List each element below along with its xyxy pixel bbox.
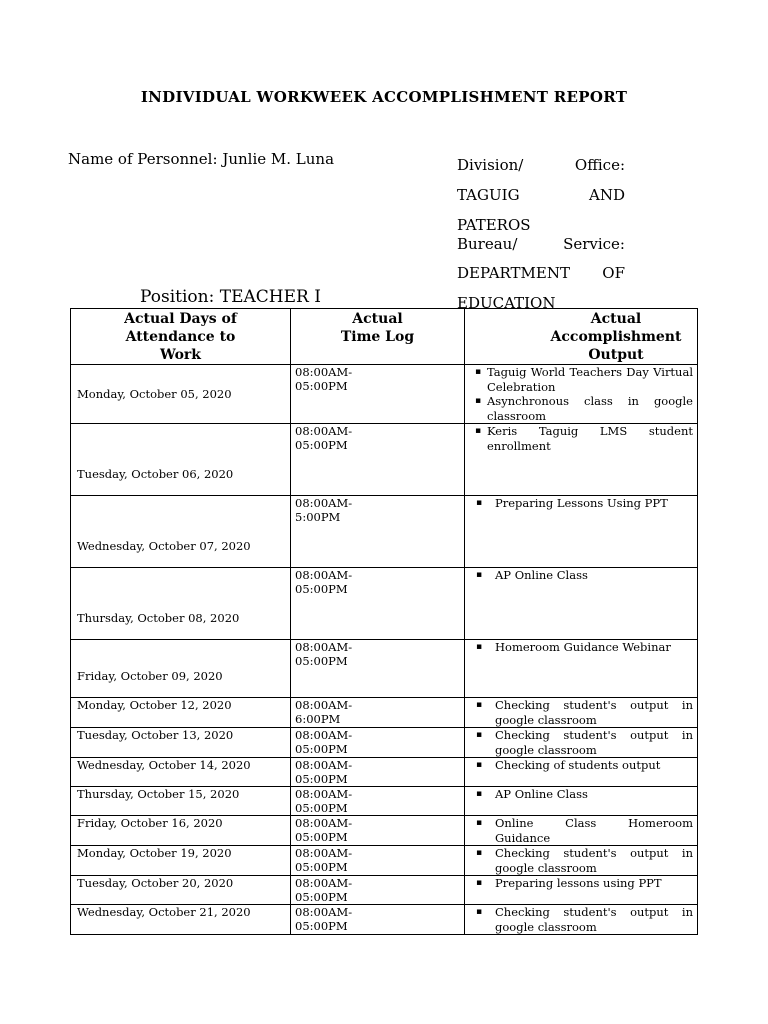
table-row bbox=[71, 905, 698, 935]
list-item bbox=[473, 816, 693, 845]
list-item bbox=[473, 728, 693, 757]
row-date: Wednesday, October 07, 2020 bbox=[71, 496, 291, 568]
row-output bbox=[465, 905, 698, 935]
table-row bbox=[71, 876, 698, 905]
item-text: Homeroom Guidance Webinar bbox=[495, 640, 671, 654]
row-output bbox=[465, 496, 698, 568]
item-text: AP Online Class bbox=[495, 787, 588, 801]
row-time: 08:00AM- 6:00PM bbox=[291, 698, 465, 728]
row-time: 08:00AM- 05:00PM bbox=[291, 568, 465, 640]
row-output bbox=[465, 365, 698, 424]
row-time: 08:00AM- 05:00PM bbox=[291, 758, 465, 787]
item-text: Checking student's output in google classroom bbox=[495, 698, 693, 727]
bullet-icon: ▪ bbox=[476, 498, 483, 508]
table-row bbox=[71, 846, 698, 876]
accomplishment-table bbox=[70, 308, 698, 935]
header-output: Actual Accomplishment Output bbox=[465, 309, 698, 365]
row-output bbox=[465, 568, 698, 640]
list-item bbox=[473, 787, 693, 802]
list-item bbox=[473, 876, 693, 891]
list-item bbox=[473, 698, 693, 727]
item-text: Keris Taguig LMS student enrollment bbox=[487, 424, 693, 453]
row-output bbox=[465, 876, 698, 905]
row-time: 08:00AM- 05:00PM bbox=[291, 905, 465, 935]
row-output bbox=[465, 640, 698, 698]
row-date: Tuesday, October 13, 2020 bbox=[71, 728, 291, 758]
table-row bbox=[71, 424, 698, 496]
row-output bbox=[465, 816, 698, 846]
table-row bbox=[71, 568, 698, 640]
row-output bbox=[465, 698, 698, 728]
row-date: Friday, October 16, 2020 bbox=[71, 816, 291, 846]
row-output bbox=[465, 758, 698, 787]
table-row bbox=[71, 365, 698, 424]
list-item bbox=[473, 758, 693, 773]
row-time: 08:00AM- 05:00PM bbox=[291, 640, 465, 698]
row-date: Thursday, October 15, 2020 bbox=[71, 787, 291, 816]
item-text: Checking student's output in google classroom bbox=[495, 905, 693, 934]
bullet-icon: ▪ bbox=[476, 700, 483, 710]
bureau-value-1: DEPARTMENT OF bbox=[457, 264, 625, 282]
bullet-icon: ▪ bbox=[476, 642, 483, 652]
position bbox=[140, 287, 321, 307]
position-label: Position: bbox=[140, 287, 215, 307]
row-date: Monday, October 12, 2020 bbox=[71, 698, 291, 728]
item-text: AP Online Class bbox=[495, 568, 588, 582]
row-output bbox=[465, 787, 698, 816]
row-date: Friday, October 09, 2020 bbox=[71, 640, 291, 698]
table-row bbox=[71, 758, 698, 787]
bullet-icon: ▪ bbox=[475, 367, 482, 377]
position-value: TEACHER I bbox=[219, 287, 321, 307]
table-row bbox=[71, 698, 698, 728]
list-item bbox=[473, 905, 693, 934]
list-item bbox=[473, 496, 693, 511]
row-time: 08:00AM- 05:00PM bbox=[291, 816, 465, 846]
row-date: Monday, October 05, 2020 bbox=[71, 365, 291, 424]
row-output bbox=[465, 846, 698, 876]
item-text: Checking student's output in google classroom bbox=[495, 846, 693, 875]
list-item bbox=[473, 365, 693, 394]
division-value-2: PATEROS bbox=[457, 216, 531, 234]
item-text: Checking of students output bbox=[495, 758, 661, 772]
bureau-value-2: EDUCATION bbox=[457, 294, 556, 312]
division-label: Division/ Office: bbox=[457, 156, 625, 174]
item-text: Asynchronous class in google classroom bbox=[487, 394, 693, 423]
item-text: Checking student's output in google classroom bbox=[495, 728, 693, 757]
row-date: Wednesday, October 21, 2020 bbox=[71, 905, 291, 935]
table-header-row bbox=[71, 309, 698, 365]
table-row bbox=[71, 496, 698, 568]
bullet-icon: ▪ bbox=[475, 426, 482, 436]
bullet-icon: ▪ bbox=[475, 396, 482, 406]
row-time: 08:00AM- 05:00PM bbox=[291, 424, 465, 496]
list-item bbox=[473, 568, 693, 583]
item-text: Online Class Homeroom Guidance bbox=[495, 816, 693, 845]
office-block bbox=[457, 150, 625, 318]
list-item bbox=[473, 394, 693, 423]
row-time: 08:00AM- 05:00PM bbox=[291, 728, 465, 758]
row-time: 08:00AM- 05:00PM bbox=[291, 846, 465, 876]
bullet-icon: ▪ bbox=[476, 848, 483, 858]
list-item bbox=[473, 640, 693, 655]
row-output bbox=[465, 424, 698, 496]
row-time: 08:00AM- 05:00PM bbox=[291, 876, 465, 905]
item-text: Preparing lessons using PPT bbox=[495, 876, 662, 890]
row-time: 08:00AM- 05:00PM bbox=[291, 365, 465, 424]
personnel-value: Junlie M. Luna bbox=[222, 150, 335, 168]
row-date: Wednesday, October 14, 2020 bbox=[71, 758, 291, 787]
bullet-icon: ▪ bbox=[476, 907, 483, 917]
division-value-1: TAGUIG AND bbox=[457, 186, 625, 204]
row-date: Tuesday, October 06, 2020 bbox=[71, 424, 291, 496]
item-text: Preparing Lessons Using PPT bbox=[495, 496, 668, 510]
row-date: Monday, October 19, 2020 bbox=[71, 846, 291, 876]
personnel-name bbox=[68, 150, 334, 168]
row-time: 08:00AM- 5:00PM bbox=[291, 496, 465, 568]
row-date: Thursday, October 08, 2020 bbox=[71, 568, 291, 640]
bullet-icon: ▪ bbox=[476, 730, 483, 740]
bullet-icon: ▪ bbox=[476, 760, 483, 770]
row-output bbox=[465, 728, 698, 758]
header-time: Actual Time Log bbox=[291, 309, 465, 365]
bullet-icon: ▪ bbox=[476, 878, 483, 888]
table-row bbox=[71, 816, 698, 846]
bullet-icon: ▪ bbox=[476, 789, 483, 799]
personnel-label: Name of Personnel: bbox=[68, 150, 218, 168]
table-row bbox=[71, 728, 698, 758]
table-row bbox=[71, 640, 698, 698]
row-date: Tuesday, October 20, 2020 bbox=[71, 876, 291, 905]
bureau-label: Bureau/ Service: bbox=[457, 235, 625, 253]
list-item bbox=[473, 846, 693, 875]
header-days: Actual Days of Attendance to Work bbox=[71, 309, 291, 365]
list-item bbox=[473, 424, 693, 453]
report-title: INDIVIDUAL WORKWEEK ACCOMPLISHMENT REPORT bbox=[140, 88, 628, 106]
bullet-icon: ▪ bbox=[476, 818, 483, 828]
bullet-icon: ▪ bbox=[476, 570, 483, 580]
item-text: Taguig World Teachers Day Virtual Celebration bbox=[487, 365, 693, 394]
table-row bbox=[71, 787, 698, 816]
row-time: 08:00AM- 05:00PM bbox=[291, 787, 465, 816]
